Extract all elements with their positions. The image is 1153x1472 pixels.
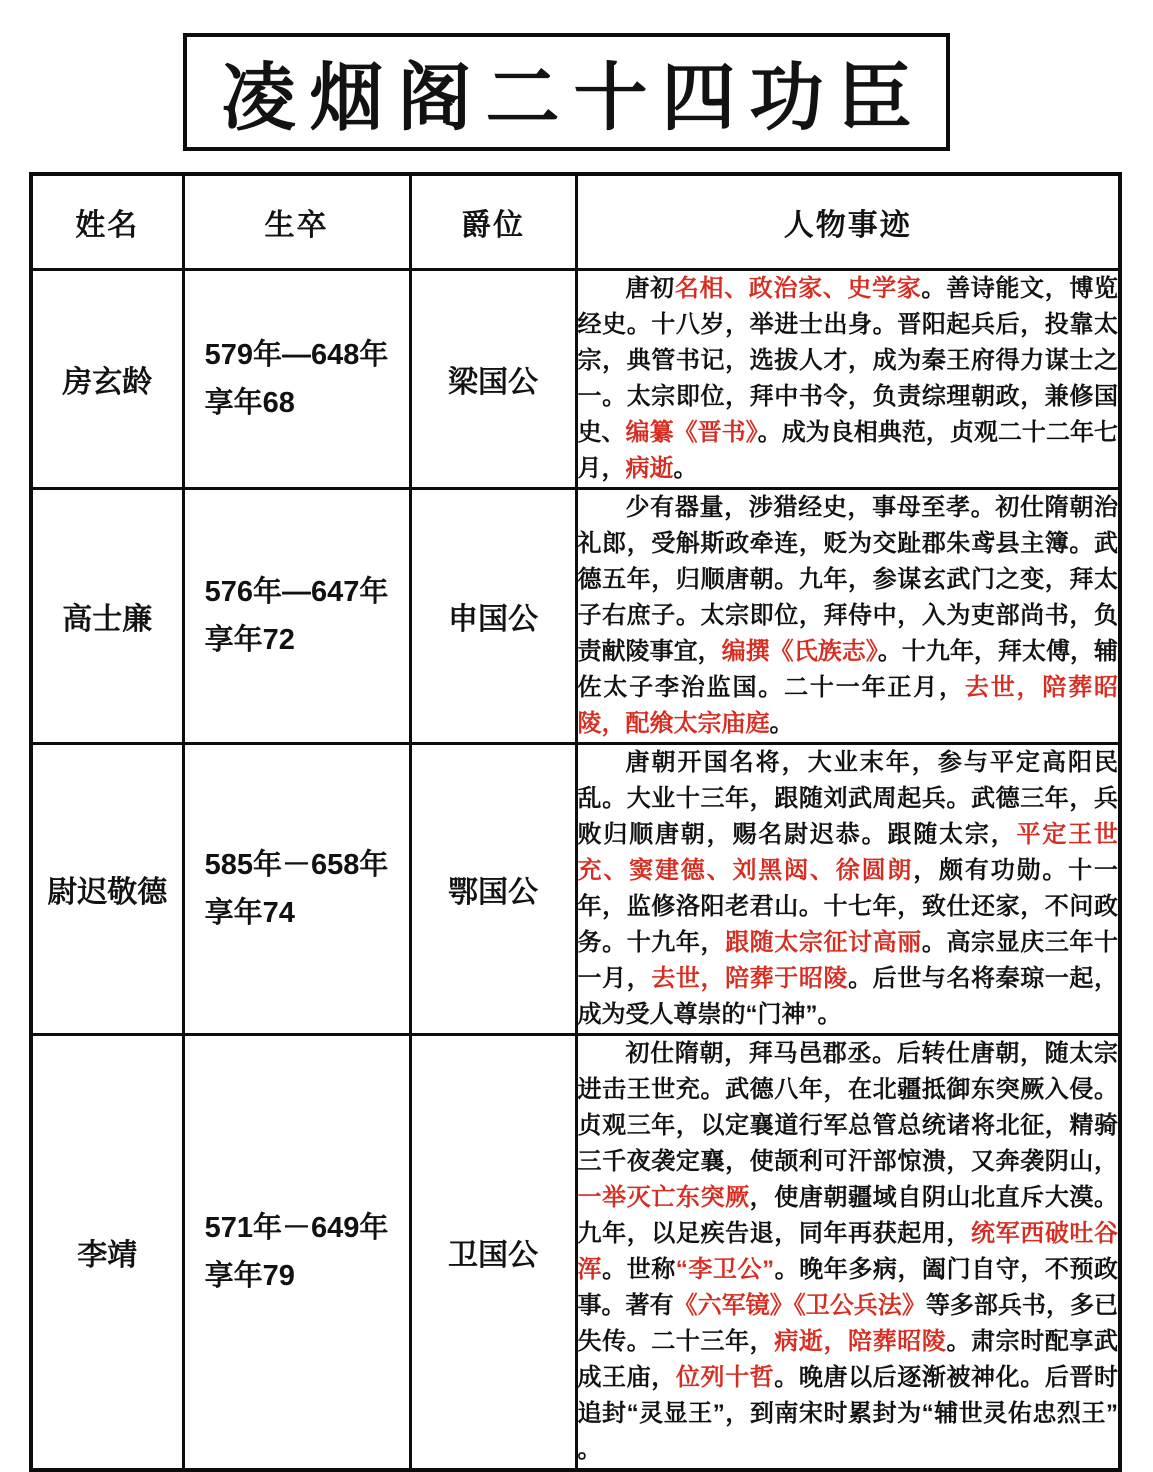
- lifespan-years: 571年－649年: [204, 1211, 389, 1244]
- document-title-box: [183, 33, 950, 151]
- deeds-highlight: 编纂《晋书》: [625, 418, 758, 446]
- deeds-segment: 。肃宗时配享武成王庙，: [577, 1327, 1119, 1391]
- officials-table: [29, 172, 1122, 1472]
- peerage-cell: [410, 488, 576, 743]
- lifespan-age: 享年79: [204, 1259, 295, 1292]
- deeds-segment: 。后世与名将秦琼一起，成为受人尊崇的“门神”。: [577, 964, 1119, 1028]
- deeds-highlight: 《六军镜》《卫公兵法》: [673, 1291, 926, 1319]
- header-name: 姓名: [31, 174, 183, 269]
- peerage-title: 鄂国公: [448, 875, 538, 909]
- name-cell: [31, 269, 183, 488]
- lifespan-years: 585年－658年: [204, 848, 389, 881]
- name-cell: [31, 1034, 183, 1470]
- lifespan-cell: [183, 1034, 410, 1470]
- deeds-segment: 。高宗显庆三年十一月，: [577, 928, 1119, 992]
- deeds-segment: ，颇有功勋。十一年，监修洛阳老君山。十七年，致仕还家，不问政务。十九年，: [577, 856, 1119, 956]
- lifespan-block: [205, 331, 389, 427]
- peerage-title: 梁国公: [448, 365, 538, 399]
- header-lifespan: 生卒: [183, 174, 410, 269]
- header-deeds: 人物事迹: [576, 174, 1120, 269]
- peerage-cell: [410, 269, 576, 488]
- table-row: [31, 488, 1120, 743]
- table-row: [31, 269, 1120, 488]
- lifespan-block: [205, 1204, 389, 1300]
- table-body: [31, 269, 1120, 1470]
- name-cell: [31, 488, 183, 743]
- peerage-cell: [410, 743, 576, 1034]
- deeds-text: [578, 271, 1119, 487]
- header-peerage: 爵位: [410, 174, 576, 269]
- official-name: 尉迟敬德: [47, 875, 168, 909]
- deeds-segment: 。成为良相典范，贞观二十二年七月，: [577, 418, 1119, 482]
- deeds-cell: [576, 488, 1120, 743]
- peerage-title: 卫国公: [448, 1238, 538, 1272]
- deeds-highlight: 统军西破吐谷浑: [577, 1219, 1119, 1283]
- deeds-highlight: “李卫公”: [675, 1255, 775, 1283]
- deeds-segment: 。世称: [602, 1255, 676, 1283]
- deeds-cell: [576, 1034, 1120, 1470]
- lifespan-cell: [183, 488, 410, 743]
- deeds-segment: 。晚年多病，阖门自守，不预政事。著有: [577, 1255, 1119, 1319]
- deeds-text: [578, 1036, 1119, 1468]
- deeds-highlight: 一举灭亡东突厥: [577, 1183, 750, 1211]
- name-cell: [31, 743, 183, 1034]
- deeds-segment: 。十九年，拜太傅，辅佐太子李治监国。二十一年正月，: [577, 637, 1119, 701]
- deeds-highlight: 平定王世充、窦建德、刘黑闼、徐圆朗: [577, 820, 1119, 884]
- deeds-highlight: 病逝，陪葬昭陵: [774, 1327, 947, 1355]
- deeds-segment: 。晚唐以后逐渐被神化。后晋时追封“灵显王”，到南宋时累封为“辅世灵佑忠烈王” 。: [577, 1363, 1119, 1463]
- deeds-highlight: 去世，陪葬于昭陵: [651, 964, 849, 992]
- deeds-segment: 。: [673, 454, 698, 482]
- deeds-segment: 。: [769, 709, 794, 737]
- lifespan-years: 579年—648年: [204, 338, 389, 371]
- lifespan-age: 享年68: [204, 386, 295, 419]
- deeds-highlight: 名相、政治家、史学家: [674, 274, 922, 302]
- deeds-segment: ，使唐朝疆域自阴山北直斥大漠。九年，以足疾告退，同年再获起用，: [577, 1183, 1119, 1247]
- table-row: [31, 1034, 1120, 1470]
- deeds-highlight: 编撰《氏族志》: [721, 637, 878, 665]
- deeds-segment: 等多部兵书，多已失传。二十三年，: [577, 1291, 1119, 1355]
- deeds-highlight: 跟随太宗征讨高丽: [725, 928, 922, 956]
- deeds-segment: 唐初: [625, 274, 675, 302]
- official-name: 李靖: [77, 1238, 138, 1272]
- document-title: 凌烟阁二十四功臣: [221, 56, 926, 139]
- deeds-highlight: 去世，陪葬昭陵，配飨太宗庙庭: [577, 673, 1118, 737]
- lifespan-age: 享年72: [204, 623, 295, 656]
- official-name: 高士廉: [62, 602, 153, 636]
- lifespan-cell: [183, 743, 410, 1034]
- lifespan-block: [205, 841, 389, 937]
- table-row: [31, 743, 1120, 1034]
- lifespan-cell: [183, 269, 410, 488]
- deeds-segment: 唐朝开国名将，大业末年，参与平定高阳民乱。大业十三年，跟随刘武周起兵。武德三年，兵败归顺唐朝，赐名尉迟恭。跟随太宗，: [577, 748, 1118, 848]
- deeds-highlight: 病逝: [625, 454, 674, 482]
- official-name: 房玄龄: [62, 365, 153, 399]
- deeds-cell: [576, 743, 1120, 1034]
- deeds-text: [578, 490, 1119, 742]
- deeds-highlight: 位列十哲: [675, 1363, 775, 1391]
- deeds-text: [578, 745, 1119, 1033]
- deeds-segment: 少有器量，涉猎经史，事母至孝。初仕隋朝治礼郎，受斛斯政牵连，贬为交趾郡朱鸢县主簿。武德五年，归顺唐朝。九年，参谋玄武门之变，拜太子右庶子。太宗即位，拜侍中，入为吏部尚书，负责献陵事宜，: [577, 493, 1118, 665]
- deeds-segment: 初仕隋朝，拜马邑郡丞。后转仕唐朝，随太宗进击王世充。武德八年，在北疆抵御东突厥入侵。贞观三年，以定襄道行军总管总统诸将北征，精骑三千夜袭定襄，使颉利可汗部惊溃，又奔袭阴山，: [577, 1039, 1118, 1175]
- table-header: [31, 174, 1120, 269]
- lifespan-block: [205, 568, 389, 664]
- deeds-segment: 。善诗能文，博览经史。十八岁，举进士出身。晋阳起兵后，投靠太宗，典管书记，选拔人才，成为秦王府得力谋士之一。太宗即位，拜中书令，负责综理朝政，兼修国史、: [577, 274, 1119, 446]
- lifespan-years: 576年—647年: [204, 575, 389, 608]
- lifespan-age: 享年74: [204, 896, 295, 929]
- peerage-title: 申国公: [448, 602, 538, 636]
- deeds-cell: [576, 269, 1120, 488]
- peerage-cell: [410, 1034, 576, 1470]
